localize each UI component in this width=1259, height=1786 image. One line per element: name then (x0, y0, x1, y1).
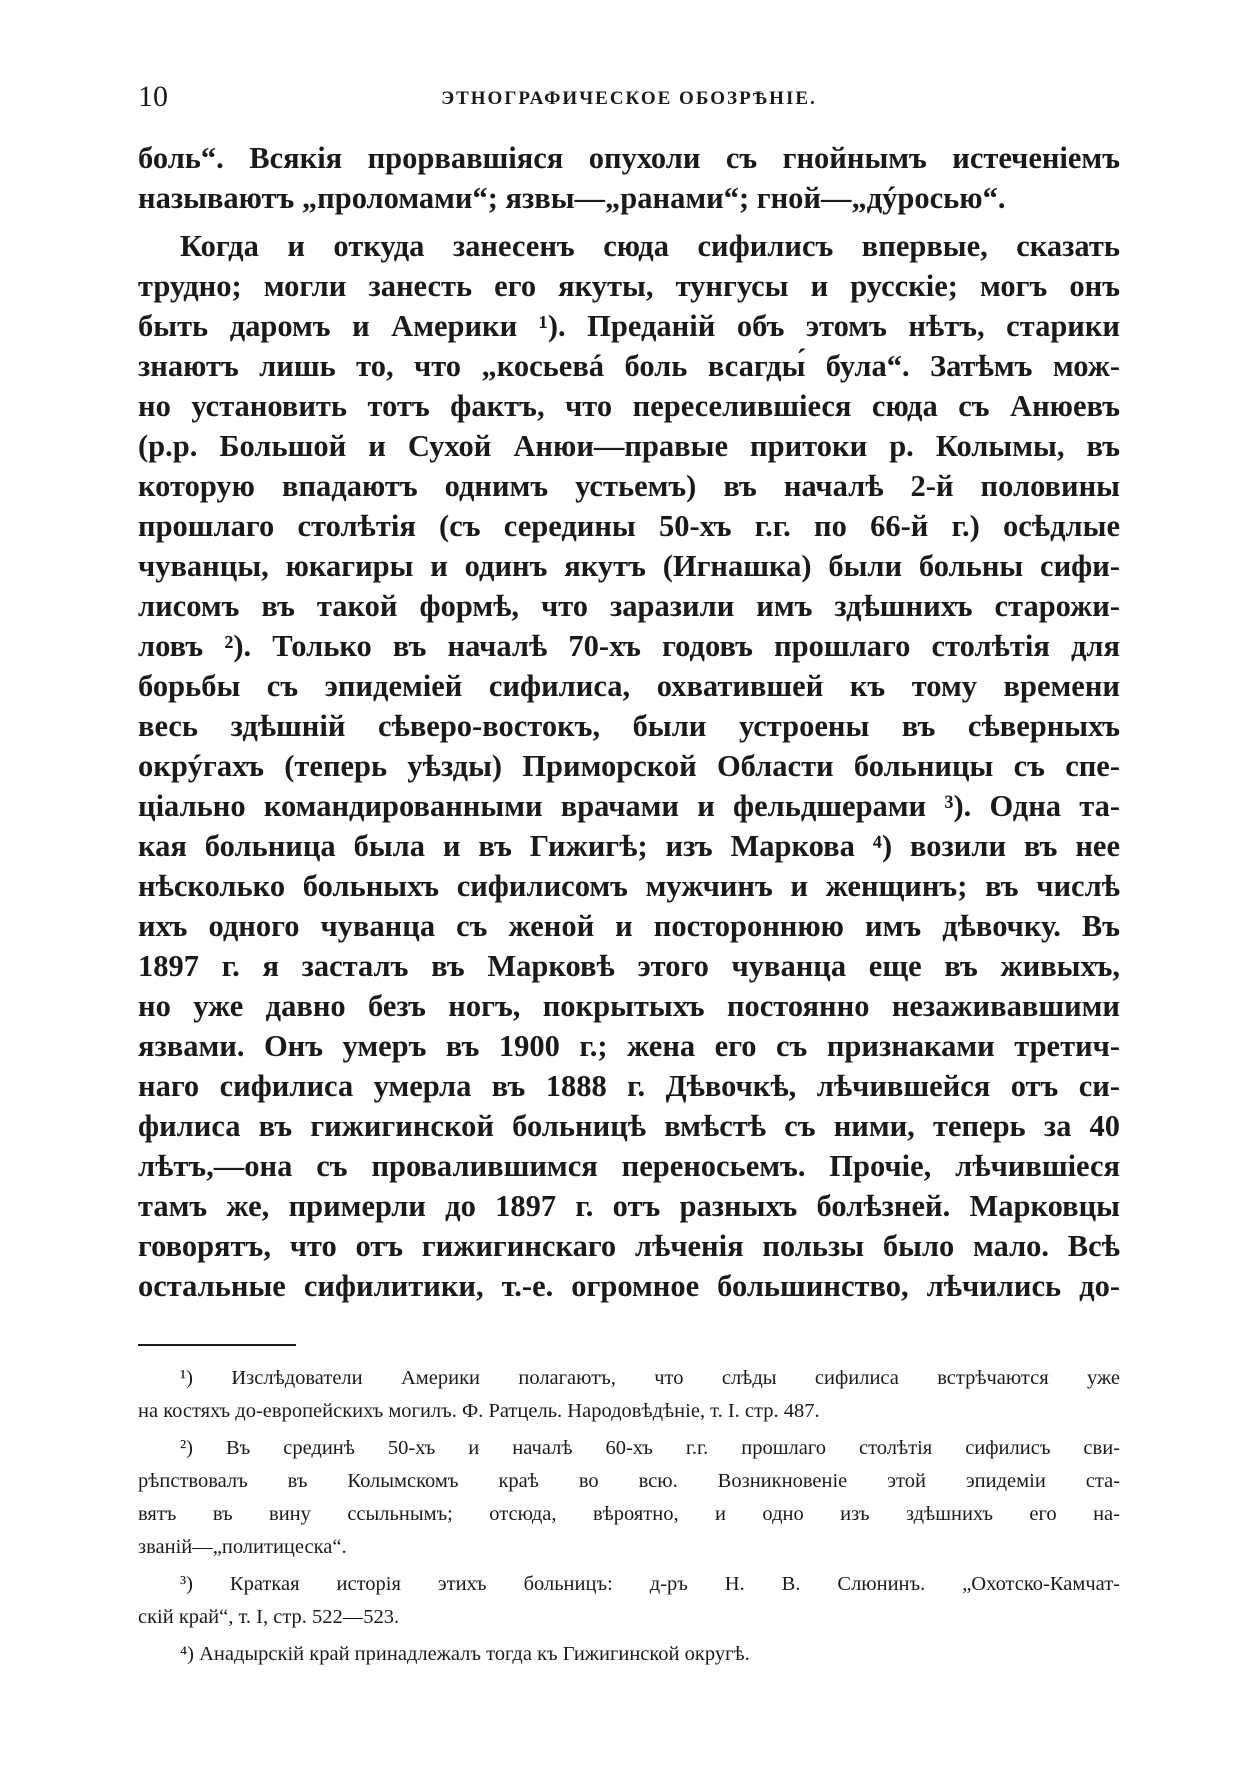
text-line: 1897 г. я засталъ въ Марковѣ этого чуванца еще въ живыхъ, (138, 949, 1120, 983)
text-line: остальные сифилитики, т.-е. огромное большинство, лѣчились до- (138, 1269, 1120, 1303)
text-line: язвами. Онъ умеръ въ 1900 г.; жена его съ признаками третич- (138, 1029, 1120, 1063)
paragraph-2 (138, 226, 1120, 1306)
footnote-line: вятъ въ вину ссыльнымъ; отсюда, вѣроятно, и одно изъ здѣшнихъ его на- (138, 1503, 1120, 1525)
footnote-line: ²) Въ срединѣ 50-хъ и началѣ 60-хъ г.г. прошлаго столѣтія сифилисъ сви- (180, 1437, 1120, 1459)
footnote-3 (138, 1568, 1120, 1634)
page-header (138, 70, 1120, 130)
footnote-divider (138, 1344, 296, 1346)
text-line: но установить тотъ фактъ, что переселившіеся сюда съ Анюевъ (138, 389, 1120, 423)
text-line: ихъ одного чуванца съ женой и постороннюю имъ дѣвочку. Въ (138, 909, 1120, 943)
footnote-line: ⁴) Анадырскій край принадлежалъ тогда къ Гижигинской округѣ. (180, 1643, 750, 1665)
text-line: ловъ ²). Только въ началѣ 70-хъ годовъ прошлаго столѣтія для (138, 629, 1120, 663)
footnote-2 (138, 1432, 1120, 1564)
text-line: (р.р. Большой и Сухой Анюи—правые притоки р. Колымы, въ (138, 429, 1120, 463)
footnote-line: рѣпствовалъ въ Колымскомъ краѣ во всю. Возникновеніе этой эпидеміи ста- (138, 1470, 1120, 1492)
text-line: кая больница была и въ Гижигѣ; изъ Маркова ⁴) возили въ нее (138, 829, 1120, 863)
text-line: тамъ же, примерли до 1897 г. отъ разныхъ болѣзней. Марковцы (138, 1189, 1120, 1223)
text-line: наго сифилиса умерла въ 1888 г. Дѣвочкѣ, лѣчившейся отъ си- (138, 1069, 1120, 1103)
footnote-4 (138, 1638, 1120, 1671)
text-line: весь здѣшній сѣверо-востокъ, были устроены въ сѣверныхъ (138, 709, 1120, 743)
page (138, 70, 1120, 1675)
paragraph-1 (138, 138, 1120, 218)
text-line: которую впадаютъ однимъ устьемъ) въ началѣ 2-й половины (138, 469, 1120, 503)
text-line: филиса въ гижигинской больницѣ вмѣстѣ съ ними, теперь за 40 (138, 1109, 1120, 1143)
text-line: знаютъ лишь то, что „косьевá боль всагды́ була“. Затѣмъ мож- (138, 349, 1120, 383)
footnote-line: ¹) Изслѣдователи Америки полагаютъ, что слѣды сифилиса встрѣчаются уже (180, 1367, 1120, 1389)
footnote-1 (138, 1362, 1120, 1428)
footnote-line: ³) Краткая исторія этихъ больницъ: д-ръ Н. В. Слюнинъ. „Охотско-Камчат- (180, 1573, 1120, 1595)
running-title: ЭТНОГРАФИЧЕСКОЕ ОБОЗРѢНІЕ. (441, 88, 817, 109)
text-line: чуванцы, юкагиры и одинъ якутъ (Игнашка) были больны сифи- (138, 549, 1120, 583)
text-line: прошлаго столѣтія (съ середины 50-хъ г.г. по 66-й г.) осѣдлые (138, 509, 1120, 543)
text-line: лисомъ въ такой формѣ, что заразили имъ здѣшнихъ старожи- (138, 589, 1120, 623)
text-line: нѣсколько больныхъ сифилисомъ мужчинъ и женщинъ; въ числѣ (138, 869, 1120, 903)
footnote-line: скій край“, т. I, стр. 522—523. (138, 1606, 400, 1628)
text-line: борьбы съ эпидеміей сифилиса, охватившей къ тому времени (138, 669, 1120, 703)
text-line: но уже давно безъ ногъ, покрытыхъ постоянно незаживавшими (138, 989, 1120, 1023)
page-number: 10 (138, 80, 168, 113)
text-line: окрýгахъ (теперь уѣзды) Приморской Области больницы съ спе- (138, 749, 1120, 783)
footnotes (138, 1362, 1120, 1671)
text-line: Когда и откуда занесенъ сюда сифилисъ впервые, сказать (180, 229, 1120, 263)
text-line: лѣтъ,—она съ провалившимся переносьемъ. Прочіе, лѣчившіеся (138, 1149, 1120, 1183)
text-line: ціально командированными врачами и фельдшерами ³). Одна та- (138, 789, 1120, 823)
text-line: трудно; могли занесть его якуты, тунгусы и русскіе; могъ онъ (138, 269, 1120, 303)
footnote-line: званій—„политицеска“. (138, 1536, 347, 1558)
body-text (138, 138, 1120, 1306)
text-line: называютъ „проломами“; язвы—„ранами“; гной—„дýросью“. (138, 181, 1006, 215)
text-line: боль“. Всякія прорвавшіяся опухоли съ гнойнымъ истеченіемъ (138, 141, 1120, 175)
text-line: говорятъ, что отъ гижигинскаго лѣченія пользы было мало. Всѣ (138, 1229, 1120, 1263)
footnote-line: на костяхъ до-европейскихъ могилъ. Ф. Ратцель. Народовѣдѣніе, т. I. стр. 487. (138, 1400, 820, 1422)
text-line: быть даромъ и Америки ¹). Преданій объ этомъ нѣтъ, старики (138, 309, 1120, 343)
